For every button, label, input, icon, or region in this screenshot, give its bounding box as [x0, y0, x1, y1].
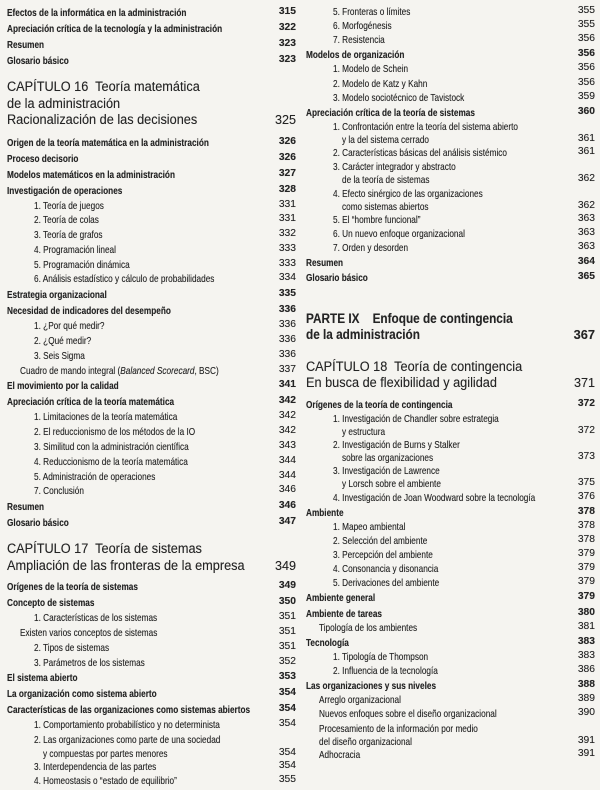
page-number: 381 — [577, 620, 595, 632]
toc-entry — [306, 634, 595, 649]
toc-entry — [7, 759, 296, 774]
entry-title: 4. Consonancia y disonancia — [333, 564, 439, 576]
toc-entry — [306, 61, 595, 75]
toc-entry — [7, 454, 296, 469]
entry-title: Origen de la teoría matemática en la administración — [7, 137, 209, 149]
page-number: 315 — [278, 6, 296, 17]
entry-title: Existen varios conceptos de sistemas — [20, 628, 158, 640]
page-number: 383 — [577, 649, 595, 661]
entry-title: 2. Las organizaciones como parte de una sociedad — [34, 735, 221, 747]
page-number: 346 — [278, 484, 296, 496]
page-number: 360 — [577, 105, 595, 117]
toc-entry — [306, 226, 595, 240]
page-number: 378 — [577, 505, 595, 517]
entry-title: CAPÍTULO 17 Teoría de sistemas — [7, 541, 202, 557]
toc-entry — [306, 173, 595, 185]
page-number: 390 — [577, 707, 595, 719]
toc-entry — [306, 663, 595, 677]
toc-entry — [306, 104, 595, 119]
entry-title: En busca de flexibilidad y agilidad — [306, 375, 497, 391]
entry-title: del diseño organizacional — [319, 736, 412, 748]
entry-title: Necesidad de indicadores del desempeño — [7, 306, 171, 318]
toc-entry — [306, 477, 595, 489]
page-number: 371 — [573, 376, 595, 391]
page-number: 336 — [278, 348, 296, 360]
entry-title: 5. Derivaciones del ambiente — [333, 578, 440, 590]
toc-entry — [7, 52, 296, 68]
toc-entry — [306, 490, 595, 504]
entry-title: 1. Investigación de Chandler sobre estrategia — [333, 413, 499, 425]
toc-entry — [306, 677, 595, 692]
page-number: 379 — [577, 591, 595, 603]
page-number: 376 — [577, 490, 595, 502]
entry-title: y Lorsch sobre el ambiente — [342, 479, 441, 491]
entry-title: 2. Teoría de colas — [34, 215, 99, 227]
toc-entry — [7, 439, 296, 454]
page-number: 355 — [577, 5, 595, 16]
page-number: 354 — [278, 759, 296, 771]
toc-entry — [7, 348, 296, 363]
entry-title: 3. Investigación de Lawrence — [333, 466, 440, 478]
page-number: 359 — [577, 90, 595, 102]
entry-title: 1. Limitaciones de la teoría matemática — [34, 412, 178, 424]
chapter-heading-line — [306, 375, 595, 392]
toc-entry — [306, 254, 595, 269]
entry-title: Arreglo organizacional — [319, 695, 401, 707]
entry-title: 2. Modelo de Katz y Kahn — [333, 78, 428, 90]
entry-title: de la teoría de sistemas — [342, 175, 430, 187]
entry-title: 4. Reduccionismo de la teoría matemática — [34, 456, 188, 468]
entry-title: 3. Similitud con la administración científica — [34, 442, 189, 454]
toc-entry — [306, 620, 595, 634]
toc-entry — [306, 649, 595, 663]
toc-entry — [306, 463, 595, 477]
toc-entry — [306, 212, 595, 226]
entry-title: 6. Análisis estadístico y cálculo de probabilidades — [34, 274, 215, 286]
page-number: 326 — [278, 135, 296, 147]
entry-title: CAPÍTULO 16 Teoría matemática — [7, 79, 200, 94]
entry-title: 4. Efecto sinérgico de las organizaciones — [333, 188, 483, 200]
entry-title: 3. Modelo sociotécnico de Tavistock — [333, 92, 465, 104]
toc-entry — [7, 4, 296, 20]
page-number: 379 — [577, 548, 595, 560]
toc-entry — [7, 514, 296, 530]
toc-entry — [7, 610, 296, 625]
entry-title: Apreciación crítica de la tecnología y la administración — [7, 24, 223, 35]
page-number: 373 — [577, 451, 595, 463]
column-gap — [306, 285, 595, 311]
entry-title: 1. ¿Por qué medir? — [34, 321, 105, 333]
page-number: 365 — [577, 271, 595, 283]
page-number: 335 — [278, 288, 296, 300]
entry-title: Apreciación crítica de la teoría de sistemas — [306, 107, 475, 119]
toc-entry — [7, 227, 296, 242]
toc-entry — [306, 269, 595, 284]
page-number: 350 — [278, 596, 296, 608]
entry-title: 4. Homeostasis o “estado de equilibrio” — [34, 776, 177, 788]
entry-title-italic-segment: Balanced Scorecard — [120, 365, 195, 377]
toc-entry — [7, 302, 296, 318]
page-number: 326 — [278, 151, 296, 163]
entry-title: y estructura — [342, 426, 386, 438]
entry-title: 7. Orden y desorden — [333, 243, 409, 255]
page-number: 346 — [278, 500, 296, 512]
entry-title: Efectos de la informática en la administración — [7, 8, 187, 19]
page-number: 354 — [278, 747, 296, 759]
entry-title: Modelos matemáticos en la administración — [7, 169, 176, 181]
page-number: 386 — [577, 664, 595, 676]
entry-title: Resumen — [7, 40, 45, 51]
toc-entry — [7, 701, 296, 717]
toc-entry — [7, 424, 296, 439]
page-number: 331 — [278, 198, 296, 210]
toc-entry — [306, 159, 595, 173]
chapter-heading-line — [7, 112, 296, 129]
entry-title: Tecnología — [306, 637, 349, 649]
entry-title: 7. Resistencia — [333, 35, 385, 47]
page-number: 389 — [577, 693, 595, 705]
page-number: 356 — [577, 62, 595, 74]
toc-entry — [7, 655, 296, 670]
toc-entry — [306, 605, 595, 620]
entry-title: 1. Teoría de juegos — [34, 200, 104, 212]
page-number: 344 — [278, 454, 296, 466]
toc-entry — [306, 692, 595, 706]
page-number: 323 — [278, 38, 296, 49]
page-number: 342 — [278, 425, 296, 437]
page-number: 351 — [278, 611, 296, 623]
entry-title: 2. Selección del ambiente — [333, 535, 428, 547]
toc-entry — [306, 396, 595, 411]
page-number: 355 — [577, 19, 595, 31]
part-heading-line — [306, 311, 595, 328]
page-number: 341 — [278, 379, 296, 391]
chapter-heading-line — [306, 359, 595, 376]
entry-title: 3. Percepción del ambiente — [333, 550, 433, 562]
page-number: 351 — [278, 626, 296, 638]
page-number: 388 — [577, 679, 595, 691]
page-number: 367 — [573, 327, 595, 343]
page-number: 344 — [278, 469, 296, 481]
entry-title: 2. El reduccionismo de los métodos de la IO — [34, 427, 196, 439]
chapter-heading-line — [7, 558, 296, 575]
page-number: 375 — [577, 477, 595, 489]
entry-title: 3. Interdependencia de las partes — [34, 761, 157, 773]
page-number: 351 — [278, 640, 296, 652]
page-number: 328 — [278, 183, 296, 195]
entry-title: Ambiente de tareas — [306, 608, 382, 620]
entry-title: Modelos de organización — [306, 50, 405, 62]
toc-entry — [7, 36, 296, 52]
page-number: 325 — [274, 113, 296, 127]
page-number: 356 — [577, 48, 595, 60]
entry-title: 5. Administración de operaciones — [34, 471, 156, 483]
entry-title: 1. Confrontación entre la teoría del sistema abierto — [333, 121, 518, 133]
toc-entry — [7, 640, 296, 655]
toc-entry — [7, 483, 296, 498]
page-number: 361 — [577, 146, 595, 158]
toc-entry — [306, 735, 595, 747]
toc-entry — [7, 286, 296, 302]
page-number: 331 — [278, 213, 296, 225]
toc-entry — [306, 200, 595, 212]
toc-entry — [306, 186, 595, 200]
toc-entry — [306, 4, 595, 18]
entry-title: 6. Morfogénesis — [333, 21, 392, 33]
page-number: 333 — [278, 242, 296, 254]
entry-title: Racionalización de las decisiones — [7, 112, 198, 127]
entry-title: La organización como sistema abierto — [7, 689, 157, 701]
toc-entry — [306, 561, 595, 575]
entry-title: PARTE IX Enfoque de contingencia — [306, 310, 513, 326]
toc-entry — [7, 717, 296, 732]
toc-column-right — [306, 4, 595, 761]
entry-title: Concepto de sistemas — [7, 598, 95, 610]
toc-entry — [7, 212, 296, 227]
toc-entry — [306, 133, 595, 145]
toc-entry — [7, 363, 296, 378]
page-number: 354 — [278, 718, 296, 730]
entry-title: de la administración — [306, 327, 420, 343]
entry-title: de la administración — [7, 95, 121, 111]
entry-title: Ambiente general — [306, 593, 376, 605]
entry-title: Ambiente — [306, 507, 344, 519]
page-number: 349 — [278, 580, 296, 592]
entry-title: CAPÍTULO 18 Teoría de contingencia — [306, 358, 523, 374]
entry-title: 2. Características básicas del análisis sistémico — [333, 148, 507, 160]
toc-column-left — [7, 4, 296, 788]
entry-title: y la del sistema cerrado — [342, 135, 429, 147]
entry-title: Estrategia organizacional — [7, 290, 107, 302]
toc-entry — [306, 575, 595, 589]
toc-entry — [7, 242, 296, 257]
entry-title: 2. Tipos de sistemas — [34, 642, 110, 654]
entry-title: 5. Fronteras o límites — [333, 7, 411, 18]
toc-entry — [306, 145, 595, 159]
page-number: 342 — [278, 395, 296, 407]
entry-title: y compuestas por partes menores — [43, 749, 168, 761]
toc-entry — [7, 409, 296, 424]
page-number: 363 — [577, 212, 595, 224]
page-number: 372 — [577, 397, 595, 409]
toc-entry — [306, 519, 595, 533]
toc-entry — [7, 747, 296, 759]
toc-entry — [7, 669, 296, 685]
page-number: 352 — [278, 655, 296, 667]
page-number: 336 — [278, 334, 296, 346]
entry-title: Ampliación de las fronteras de la empresa — [7, 557, 245, 573]
entry-title: sobre las organizaciones — [342, 453, 434, 465]
part-heading-line — [306, 327, 595, 344]
toc-entry — [7, 166, 296, 182]
entry-title: Glosario básico — [7, 56, 69, 67]
entry-title: 1. Modelo de Schein — [333, 64, 409, 76]
entry-title: El movimiento por la calidad — [7, 381, 119, 393]
entry-title: 5. Programación dinámica — [34, 259, 130, 271]
entry-title: Procesamiento de la información por medio — [319, 723, 478, 735]
toc-entry — [306, 437, 595, 451]
entry-title: Resumen — [7, 502, 45, 514]
page-number: 354 — [278, 703, 296, 715]
entry-title: Resumen — [306, 258, 344, 270]
page-number: 391 — [577, 747, 595, 759]
toc-entry — [306, 589, 595, 604]
page-number: 343 — [278, 440, 296, 452]
page-number: 380 — [577, 606, 595, 618]
entry-title: 3. Parámetros de los sistemas — [34, 657, 145, 669]
toc-entry — [306, 504, 595, 519]
page-number: 323 — [278, 54, 296, 65]
toc-entry — [7, 333, 296, 348]
toc-entry — [7, 271, 296, 286]
page-number: 347 — [278, 516, 296, 528]
toc-entry — [306, 18, 595, 32]
column-gap — [306, 344, 595, 359]
entry-title-segment: Cuadro de mando integral ( — [20, 365, 121, 377]
entry-title: Tipología de los ambientes — [319, 622, 418, 634]
toc-entry — [7, 594, 296, 610]
toc-entry — [7, 469, 296, 484]
toc-entry — [306, 706, 595, 720]
entry-title: 2. ¿Qué medir? — [34, 336, 92, 348]
toc-entry — [7, 625, 296, 640]
page-number: 378 — [577, 519, 595, 531]
entry-title: 3. Teoría de grafos — [34, 230, 103, 242]
toc-entry — [7, 257, 296, 272]
entry-title: 1. Tipología de Thompson — [333, 651, 429, 663]
page-number: 391 — [577, 734, 595, 746]
page-number: 333 — [278, 257, 296, 269]
toc-entry — [306, 76, 595, 90]
page-number: 363 — [577, 226, 595, 238]
page-number: 362 — [577, 199, 595, 211]
toc-entry — [7, 377, 296, 393]
toc-entry — [306, 425, 595, 437]
entry-title: como sistemas abiertos — [342, 201, 429, 213]
page-number: 327 — [278, 167, 296, 179]
toc-entry — [306, 46, 595, 61]
page-number: 355 — [278, 774, 296, 786]
page-number: 332 — [278, 228, 296, 240]
page-number: 337 — [278, 363, 296, 375]
toc-entry — [7, 318, 296, 333]
toc-entry — [7, 182, 296, 198]
toc-entry — [7, 773, 296, 788]
entry-title-segment: , BSC) — [194, 365, 219, 377]
chapter-heading-line — [7, 541, 296, 558]
toc-entry — [306, 411, 595, 425]
entry-title: Características de las organizaciones como sistemas abiertos — [7, 705, 251, 717]
entry-title: El sistema abierto — [7, 673, 78, 685]
toc-entry — [7, 393, 296, 409]
entry-title: 5. El “hombre funcional” — [333, 214, 421, 226]
page-number: 336 — [278, 319, 296, 331]
toc-entry — [306, 119, 595, 133]
page-number: 334 — [278, 272, 296, 284]
page-number: 378 — [577, 533, 595, 545]
entry-title: 4. Programación lineal — [34, 244, 116, 256]
entry-title: Proceso decisorio — [7, 153, 79, 165]
page-number: 379 — [577, 562, 595, 574]
toc-entry — [306, 547, 595, 561]
entry-title: Orígenes de la teoría de sistemas — [7, 582, 138, 594]
toc-entry — [7, 732, 296, 747]
toc-entry — [306, 90, 595, 104]
page-number: 379 — [577, 576, 595, 588]
page-number: 354 — [278, 687, 296, 699]
page-number: 361 — [577, 133, 595, 145]
page-number: 362 — [577, 173, 595, 185]
entry-title: 2. Influencia de la tecnología — [333, 666, 438, 678]
entry-title: 1. Comportamiento probabilístico y no determinista — [34, 720, 220, 732]
entry-title: Orígenes de la teoría de contingencia — [306, 399, 453, 411]
toc-entry — [7, 578, 296, 594]
entry-title: Nuevos enfoques sobre el diseño organizacional — [319, 709, 497, 721]
entry-title: Las organizaciones y sus niveles — [306, 681, 437, 693]
toc-entry — [7, 134, 296, 150]
page-number: 356 — [577, 33, 595, 45]
chapter-heading-line — [7, 96, 296, 113]
entry-title: 1. Mapeo ambiental — [333, 521, 406, 533]
chapter-heading-line — [7, 79, 296, 96]
entry-title: 3. Seis Sigma — [34, 350, 85, 362]
entry-title: 7. Conclusión — [34, 486, 84, 498]
page-number: 372 — [577, 424, 595, 436]
entry-title: Adhocracia — [319, 749, 361, 761]
toc-entry — [306, 240, 595, 254]
toc-entry — [7, 150, 296, 166]
toc-entry — [7, 498, 296, 514]
page-number: 322 — [278, 22, 296, 33]
page-number: 349 — [274, 558, 296, 573]
toc-entry — [7, 198, 296, 213]
toc-entry — [306, 533, 595, 547]
entry-title: 2. Investigación de Burns y Stalker — [333, 440, 460, 451]
page-number: 383 — [577, 635, 595, 647]
page-number: 364 — [577, 256, 595, 268]
page-number: 336 — [278, 304, 296, 316]
entry-title: Investigación de operaciones — [7, 185, 123, 197]
toc-entry — [306, 747, 595, 761]
entry-title: 1. Características de los sistemas — [34, 613, 158, 625]
toc-entry — [306, 32, 595, 46]
page-number: 363 — [577, 241, 595, 253]
page-number: 342 — [278, 410, 296, 422]
page-number: 353 — [278, 671, 296, 683]
toc-entry — [7, 20, 296, 36]
page-number: 356 — [577, 76, 595, 88]
toc-entry — [306, 451, 595, 463]
entry-title: Glosario básico — [7, 518, 69, 530]
toc-entry — [7, 685, 296, 701]
toc-entry — [306, 721, 595, 735]
entry-title: 6. Un nuevo enfoque organizacional — [333, 228, 465, 240]
entry-title: 3. Carácter integrador y abstracto — [333, 162, 456, 174]
entry-title: Glosario básico — [306, 273, 368, 285]
entry-title: Apreciación crítica de la teoría matemática — [7, 397, 175, 409]
entry-title: 4. Investigación de Joan Woodward sobre la tecnología — [333, 492, 536, 504]
